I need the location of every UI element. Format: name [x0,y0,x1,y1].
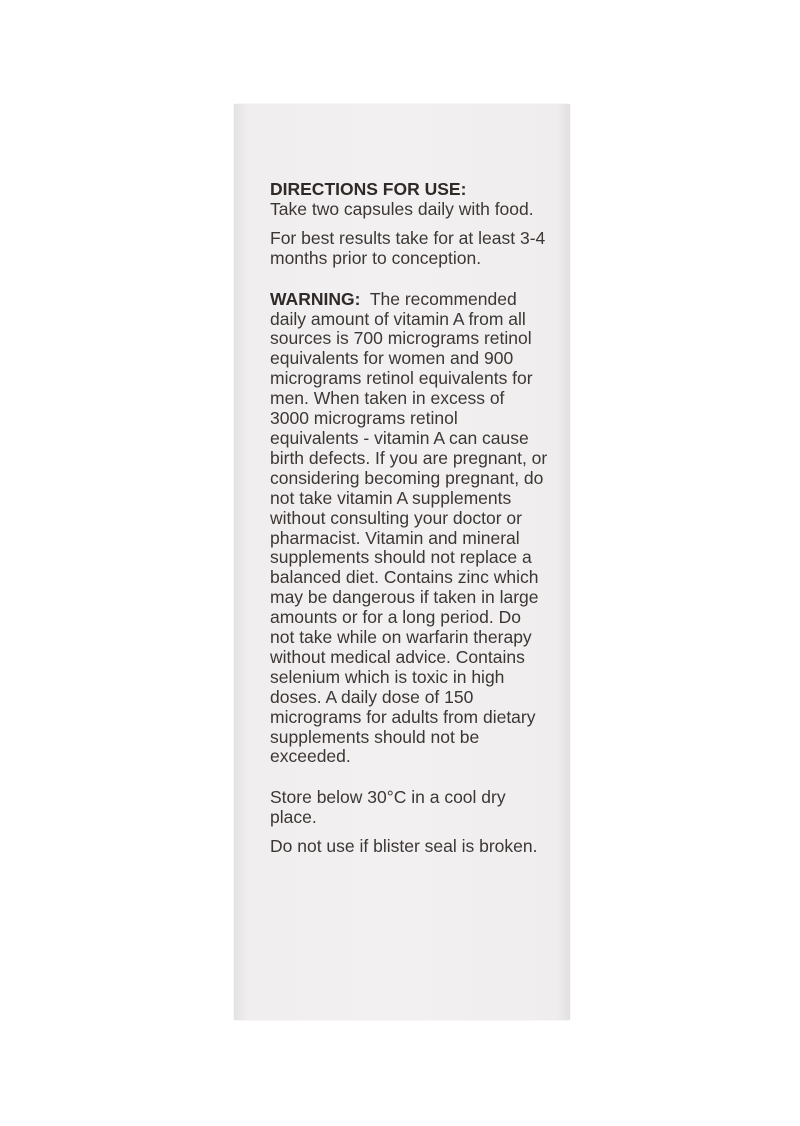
blister-seal-notice: Do not use if blister seal is broken. [270,836,538,857]
warning-text: The recommended daily amount of vitamin A from all sources is 700 micrograms retinol equivalents for women and 900 micrograms retinol equivalents for men. When taken in excess of 3000 micrograms retinol equivalents - vitamin A can cause birth defects. If you are pregnant, or considering becoming pregnant, do not take vitamin A supplements without consulting your doctor or pharmacist. Vitamin and mineral supplements should not replace a balanced diet. Contains zinc which may be dangerous if taken in large amounts or for a long period. Do not take while on warfarin therapy without medical advice. Contains selenium which is toxic in high doses. A daily dose of 150 micrograms for adults from dietary supplements should not be exceeded. [270,288,548,767]
label-text-block [270,180,548,857]
product-box-side-panel [234,104,570,1020]
directions-dosage: Take two capsules daily with food. [270,198,534,219]
warning-label: WARNING: [270,288,361,309]
storage-instructions: Store below 30°C in a cool dry place. [270,787,506,828]
warning-paragraph [270,290,548,768]
directions-heading: DIRECTIONS FOR USE: [270,179,467,199]
directions-best-results: For best results take for at least 3-4 months prior to conception. [270,227,546,268]
